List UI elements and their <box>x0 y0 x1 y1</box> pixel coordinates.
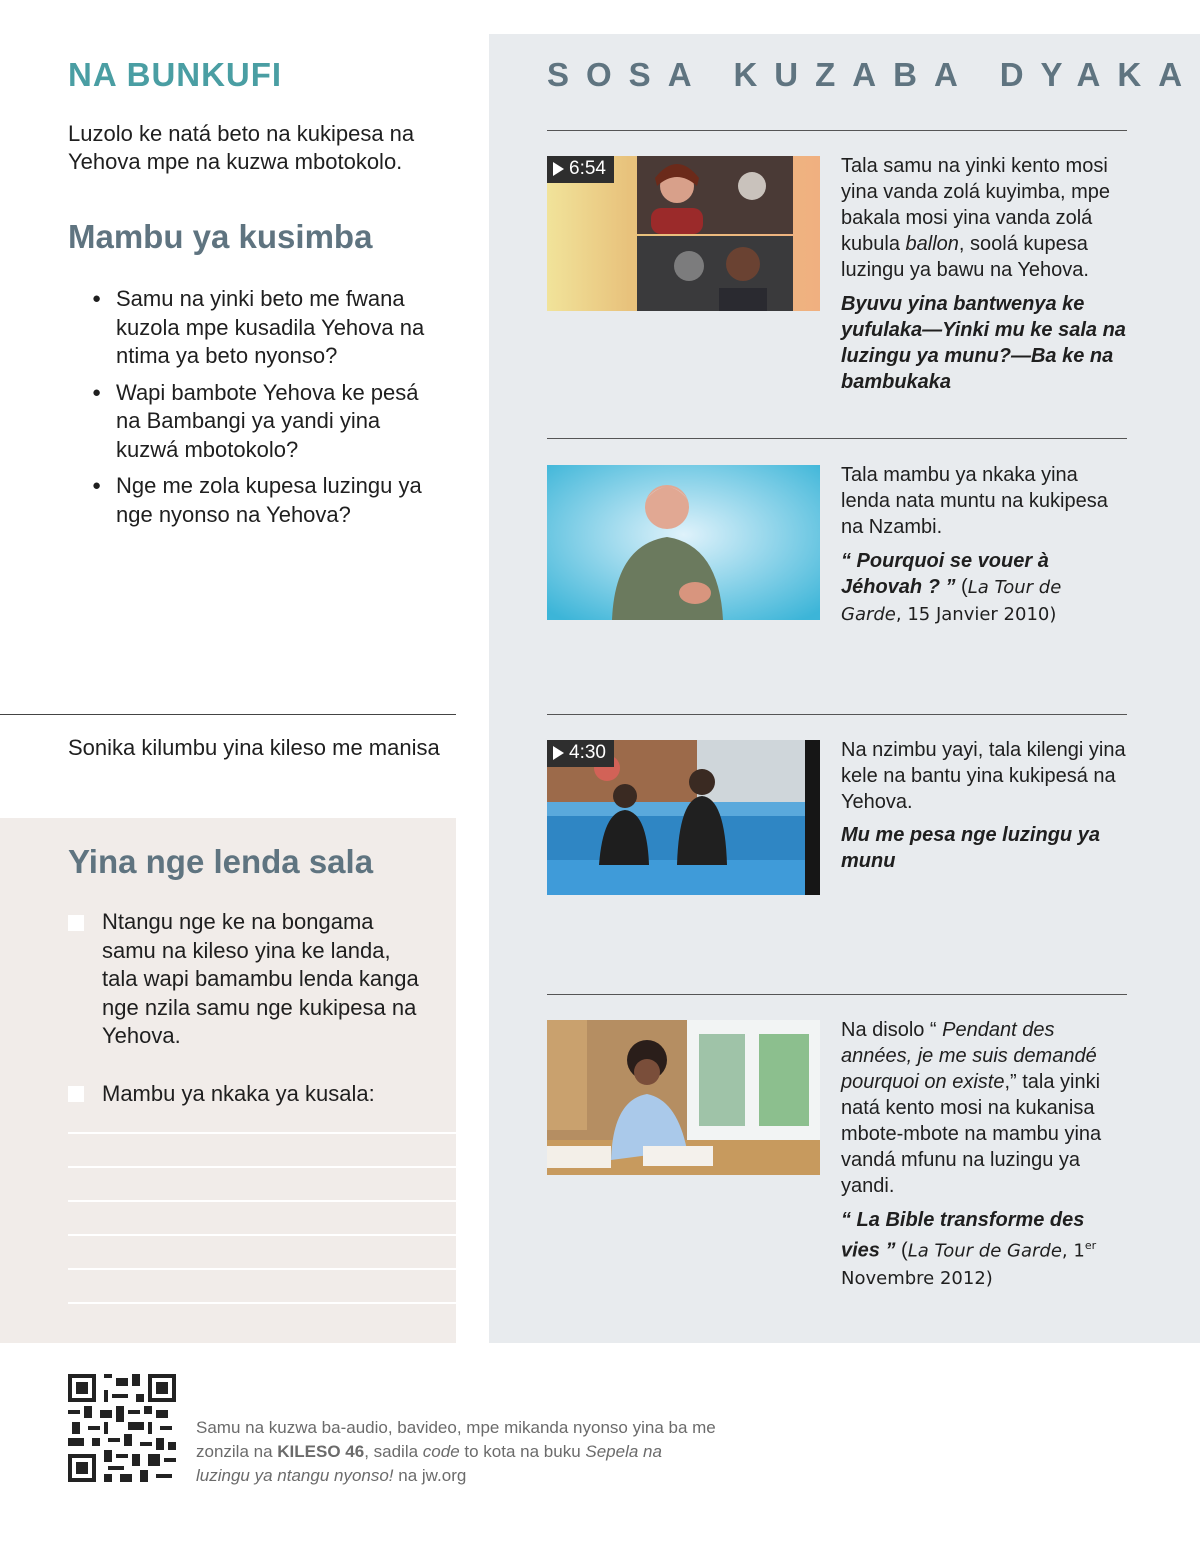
explore-title: SOSA KUZABA DYAKA <box>547 56 1200 93</box>
checkbox-icon[interactable] <box>68 915 84 931</box>
item-description: Tala mambu ya nkaka yina lenda nata muntu na kukipesa na Nzambi. <box>841 464 1108 538</box>
video-link[interactable]: Mu me pesa nge luzingu ya munu <box>841 824 1100 872</box>
review-item: ● Samu na yinki beto me fwana kuzola mpe kusadila Yehova na ntima ya beto nyonso? <box>92 285 442 371</box>
footer-note: Samu na kuzwa ba-audio, bavideo, mpe mikanda nyonso yina ba me zonzila na KILESO 46, sadila code to kota na buku Sepela na luzingu ya ntangu nyonso! na jw.org <box>196 1418 716 1485</box>
completion-date-label: Sonika kilumbu yina kileso me manisa <box>68 735 440 760</box>
review-item: ● Wapi bambote Yehova ke pesá na Bambangi ya yandi yina kuzwá mbotokolo? <box>92 379 442 465</box>
article-thumbnail-man[interactable] <box>547 465 820 620</box>
checkbox-icon[interactable] <box>68 1086 84 1102</box>
article-link[interactable]: “ La Bible transforme des vies ” (La Tour de Garde, 1er Novembre 2012) <box>841 1209 1097 1289</box>
divider <box>0 714 456 715</box>
divider <box>547 130 1127 131</box>
item-description: Tala samu na yinki kento mosi yina vanda zolá kuyimba, mpe bakala mosi yina vanda zolá kubula ballon, soolá kupesa luzingu ya bawu na Yehova. <box>841 155 1111 281</box>
video-link[interactable]: Byuvu yina bantwenya ke yufulaka—Yinki mu ke sala na luzingu ya munu?—Ba ke na bambukaka <box>841 293 1126 393</box>
review-item: ● Nge me zola kupesa luzingu ya nge nyonso na Yehova? <box>92 472 442 529</box>
divider <box>547 438 1127 439</box>
goal-task-other: Mambu ya nkaka ya kusala: <box>102 1081 375 1106</box>
review-list <box>92 285 442 537</box>
play-icon <box>553 746 564 760</box>
article-link[interactable]: “ Pourquoi se vouer à Jéhovah ? ” (La Tour de Garde, 15 Janvier 2010) <box>841 550 1062 625</box>
video-thumbnail-singer[interactable] <box>547 156 820 311</box>
divider <box>547 714 1127 715</box>
writing-line[interactable] <box>68 1200 456 1202</box>
divider <box>547 994 1127 995</box>
video-duration: 6:54 <box>547 156 614 183</box>
writing-line[interactable] <box>68 1234 456 1236</box>
writing-line[interactable] <box>68 1132 456 1134</box>
item-description: Na nzimbu yayi, tala kilengi yina kele na bantu yina kukipesá na Yehova. <box>841 739 1126 813</box>
goal-task: Ntangu nge ke na bongama samu na kileso yina ke landa, tala wapi bamambu lenda kanga nge nzila samu nge kukipesa na Yehova. <box>102 909 419 1048</box>
thumbnail-image <box>547 1020 820 1175</box>
video-thumbnail-baptism[interactable] <box>547 740 820 895</box>
play-icon <box>553 162 564 176</box>
writing-line[interactable] <box>68 1268 456 1270</box>
section-title: NA BUNKUFI <box>68 56 283 93</box>
writing-line[interactable] <box>68 1302 456 1304</box>
writing-line[interactable] <box>68 1166 456 1168</box>
summary-text: Luzolo ke natá beto na kukipesa na Yehova mpe na kuzwa mbotokolo. <box>68 121 415 174</box>
qr-code-icon[interactable] <box>68 1374 176 1482</box>
thumbnail-image <box>547 465 820 620</box>
goal-title: Yina nge lenda sala <box>68 843 374 880</box>
article-thumbnail-woman[interactable] <box>547 1020 820 1175</box>
review-title: Mambu ya kusimba <box>68 218 373 255</box>
item-description: Na disolo “ Pendant des années, je me suis demandé pourquoi on existe,” tala yinki natá kento mosi na kukanisa mbote-mbote na mambu yina vandá mfunu na luzingu ya yandi. <box>841 1019 1102 1197</box>
video-duration: 4:30 <box>547 740 614 767</box>
